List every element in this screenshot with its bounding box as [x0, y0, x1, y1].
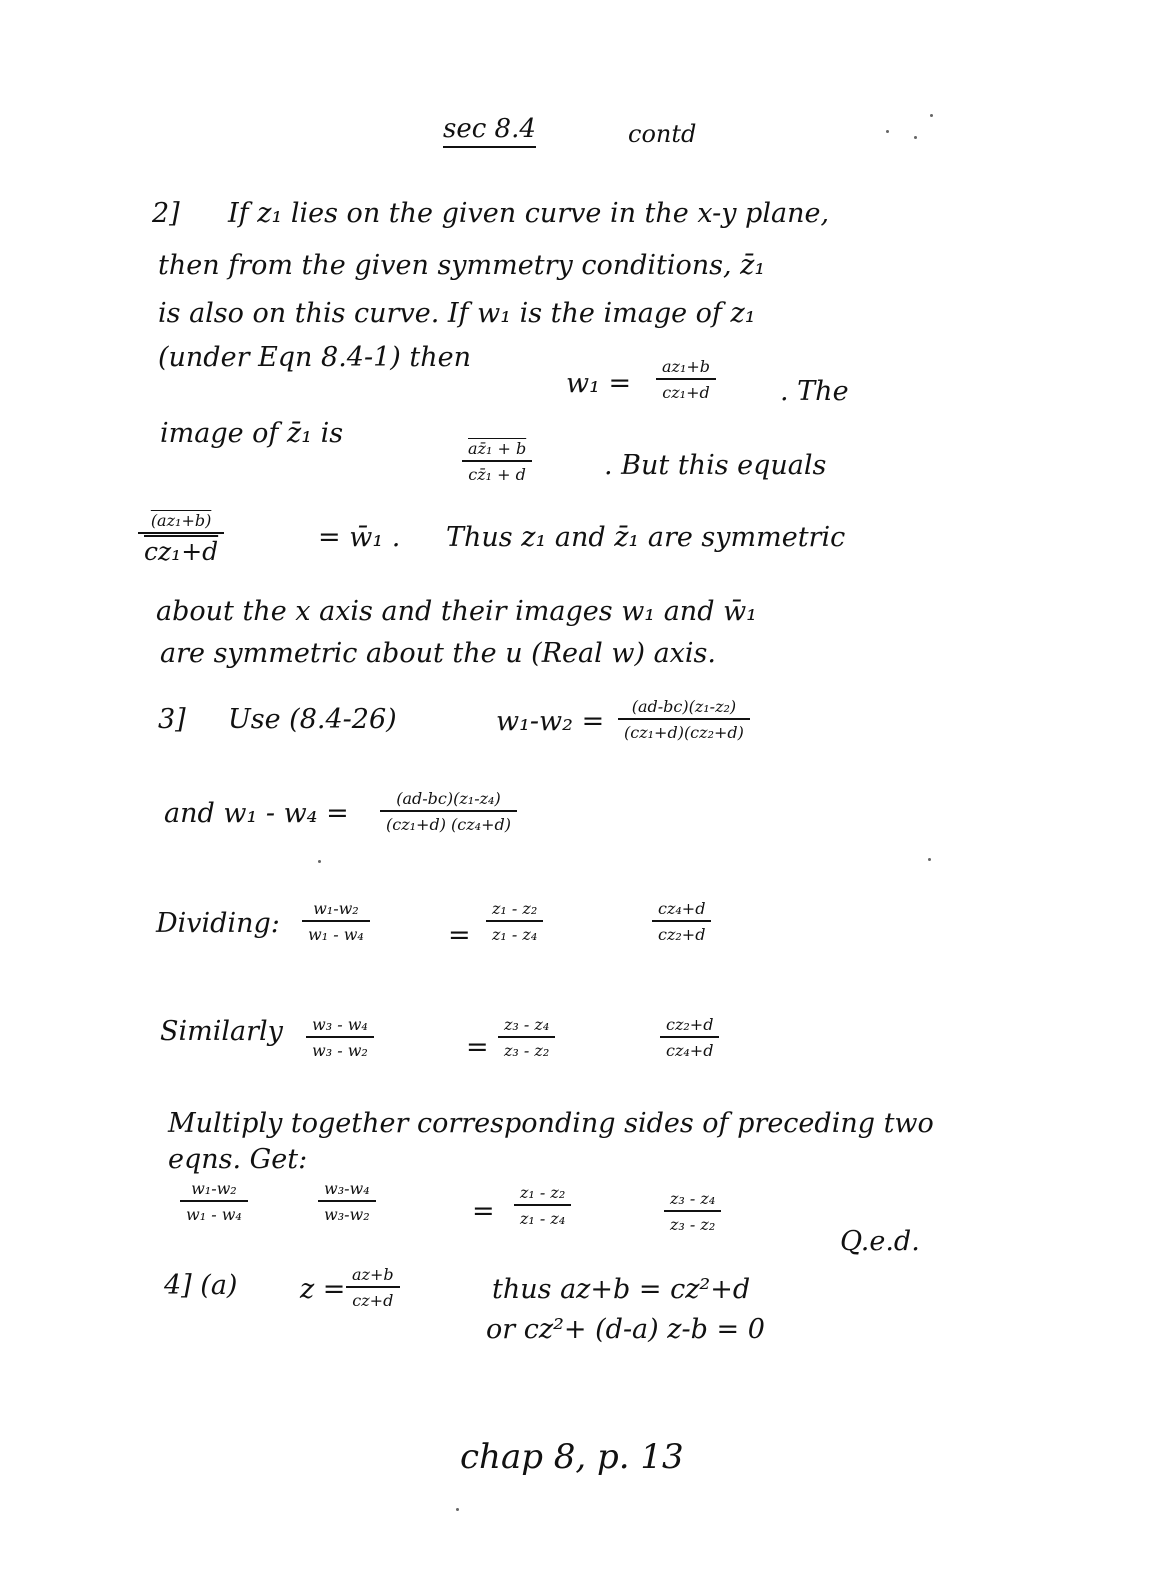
- image-fraction: [462, 440, 532, 485]
- sim-equals: =: [466, 1032, 489, 1063]
- div-equals: =: [448, 920, 471, 951]
- conj-numerator: (az₁+b): [138, 512, 224, 534]
- p4-z-lhs: z =: [300, 1274, 346, 1305]
- speck: [914, 136, 917, 139]
- conj-denominator: cz₁+d: [144, 537, 219, 567]
- eq1-lhs: w₁-w₂ =: [496, 706, 605, 737]
- eq1-denominator: (cz₁+d)(cz₂+d): [624, 723, 744, 743]
- problem-3-label: 3]: [158, 704, 186, 735]
- section-title: sec 8.4: [443, 116, 536, 148]
- p2-thus-line: Thus z₁ and z̄₁ are symmetric: [446, 522, 846, 553]
- speck: [886, 130, 889, 133]
- conj-rhs: = w̄₁ .: [318, 522, 401, 553]
- final-d-fraction: $\frac{\text{z₃ - z₄}}{\text{z₃ - z₂}}$: [664, 1190, 721, 1235]
- similarly-label: Similarly: [160, 1016, 283, 1047]
- w1-fraction: [656, 358, 716, 403]
- p4-z-fraction: $\frac{az+b}{cz+d}$: [346, 1266, 400, 1311]
- p2-line-1: If z₁ lies on the given curve in the x-y plane,: [228, 198, 830, 229]
- sim-rhs1-fraction: $\frac{\text{z₃ - z₄}}{\text{z₃ - z₂}}$: [498, 1016, 555, 1061]
- speck: [456, 1508, 459, 1511]
- dividing-label: Dividing:: [156, 908, 280, 939]
- w1-denominator: cz₁+d: [662, 383, 710, 403]
- qed-text: Q.e.d.: [840, 1226, 920, 1257]
- problem-2-label: 2]: [152, 198, 180, 229]
- conj-fraction: [138, 512, 224, 567]
- p2-line-4: (under Eqn 8.4-1) then: [158, 342, 471, 373]
- the-text: . The: [780, 376, 849, 407]
- page-footer: chap 8, p. 13: [460, 1437, 684, 1477]
- final-equals: =: [472, 1196, 495, 1227]
- final-c-fraction: $\frac{\text{z₁ - z₂}}{\text{z₁ - z₄}}$: [514, 1184, 571, 1229]
- eq2-numerator: (ad-bc)(z₁-z₄): [380, 790, 517, 812]
- div-rhs2-fraction: $\frac{\text{cz₄+d}}{\text{cz₂+d}}$: [652, 900, 711, 945]
- p2-line-5: image of z̄₁ is: [160, 418, 344, 449]
- w1-numerator: az₁+b: [656, 358, 716, 380]
- div-rhs1-fraction: $\frac{\text{z₁ - z₂}}{\text{z₁ - z₄}}$: [486, 900, 543, 945]
- problem-4-label: 4] (a): [164, 1270, 238, 1301]
- p2-line-2: then from the given symmetry conditions, z̄₁: [158, 250, 766, 281]
- image-denominator: cz̄₁ + d: [468, 465, 526, 485]
- eq2-lhs: and w₁ - w₄ =: [164, 798, 349, 829]
- eq1-fraction: [618, 698, 750, 743]
- multiply-line-2: eqns. Get:: [168, 1144, 308, 1175]
- eq2-denominator: (cz₁+d) (cz₄+d): [386, 815, 511, 835]
- sim-lhs-fraction: $\frac{\text{w₃ - w₄}}{\text{w₃ - w₂}}$: [306, 1016, 374, 1061]
- eq1-numerator: (ad-bc)(z₁-z₂): [618, 698, 750, 720]
- final-a-fraction: $\frac{\text{w₁-w₂}}{\text{w₁ - w₄}}$: [180, 1180, 248, 1225]
- eq2-fraction: [380, 790, 517, 835]
- div-lhs-fraction: $\frac{\text{w₁-w₂}}{\text{w₁ - w₄}}$: [302, 900, 370, 945]
- final-b-fraction: $\frac{\text{w₃-w₄}}{\text{w₃-w₂}}$: [318, 1180, 376, 1225]
- sim-rhs2-fraction: $\frac{\text{cz₂+d}}{\text{cz₄+d}}$: [660, 1016, 719, 1061]
- contd-note: contd: [628, 120, 697, 148]
- multiply-line-1: Multiply together corresponding sides of preceding two: [168, 1108, 934, 1139]
- but-text: . But this equals: [604, 450, 827, 481]
- p4-or-line: or cz²+ (d-a) z-b = 0: [486, 1314, 765, 1345]
- speck: [928, 858, 931, 861]
- use-reference: Use (8.4-26): [228, 704, 397, 735]
- p2-line-3: is also on this curve. If w₁ is the image of z₁: [158, 298, 756, 329]
- speck: [318, 860, 321, 863]
- p4-thus-line: thus az+b = cz²+d: [492, 1274, 751, 1305]
- p2-line-7: about the x axis and their images w₁ and w̄₁: [156, 596, 758, 627]
- speck: [930, 114, 933, 117]
- p2-line-8: are symmetric about the u (Real w) axis.: [160, 638, 716, 669]
- w1-lhs: w₁ =: [566, 368, 632, 399]
- image-numerator: az̄₁ + b: [462, 440, 532, 462]
